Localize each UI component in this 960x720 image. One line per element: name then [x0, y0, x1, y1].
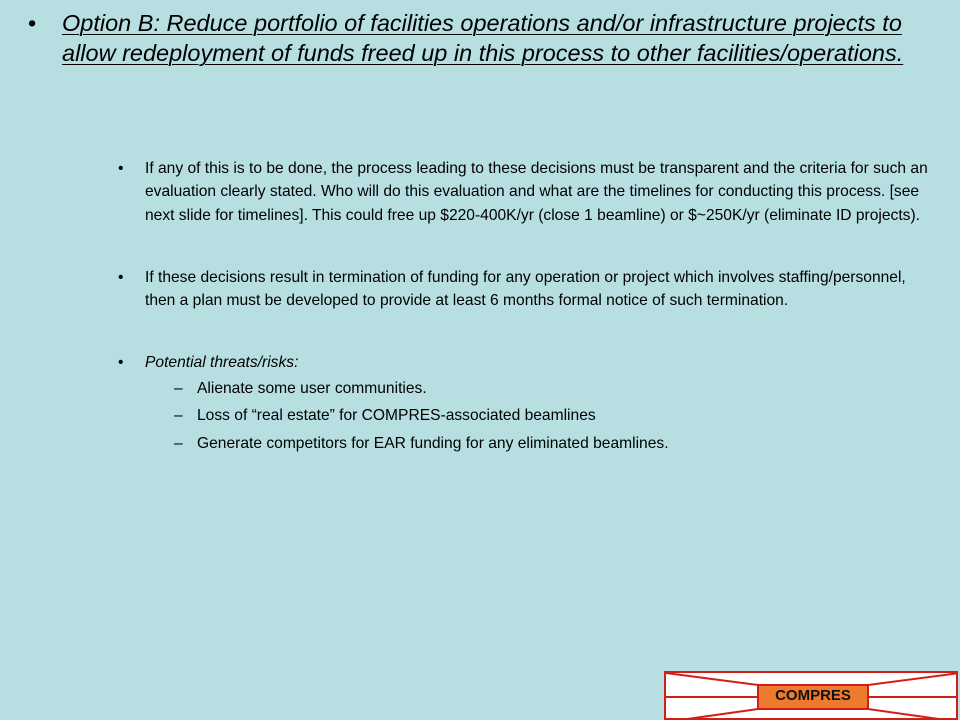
dash-marker: – — [174, 407, 183, 424]
risk-item — [174, 432, 914, 455]
point-threats-heading — [118, 351, 933, 374]
point-text: Potential threats/risks: — [145, 354, 299, 371]
risk-item — [174, 404, 914, 427]
point-transparency — [118, 157, 933, 227]
bullet-marker: • — [118, 269, 124, 286]
risk-text: Loss of “real estate” for COMPRES-associated beamlines — [197, 407, 596, 424]
option-b-text: Option B: Reduce portfolio of facilities operations and/or infrastructure projects to allow redeployment of funds freed up in this process to other facilities/operations. — [62, 10, 904, 66]
point-text: If any of this is to be done, the process leading to these decisions must be transparent and the criteria for such an evaluation clearly stated. Who will do this evaluation and what are the timelines for conducting this process. [see next slide for timelines]. This could free up $220-400K/yr (close 1 beamline) or $~250K/yr (eliminate ID projects). — [145, 160, 928, 224]
compres-logo — [664, 671, 958, 720]
logo-label: COMPRES — [775, 687, 851, 704]
point-text: If these decisions result in termination of funding for any operation or project which involves staffing/personnel, then a plan must be developed to provide at least 6 months formal notice of such termination. — [145, 269, 906, 310]
bullet-marker: • — [28, 10, 37, 36]
dash-marker: – — [174, 435, 183, 452]
bullet-marker: • — [118, 354, 124, 371]
dash-marker: – — [174, 380, 183, 397]
risk-text: Generate competitors for EAR funding for any eliminated beamlines. — [197, 435, 669, 452]
risk-text: Alienate some user communities. — [197, 380, 427, 397]
risk-item — [174, 377, 914, 400]
bullet-marker: • — [118, 160, 124, 177]
point-termination-notice — [118, 266, 933, 313]
option-b-heading — [28, 8, 928, 68]
